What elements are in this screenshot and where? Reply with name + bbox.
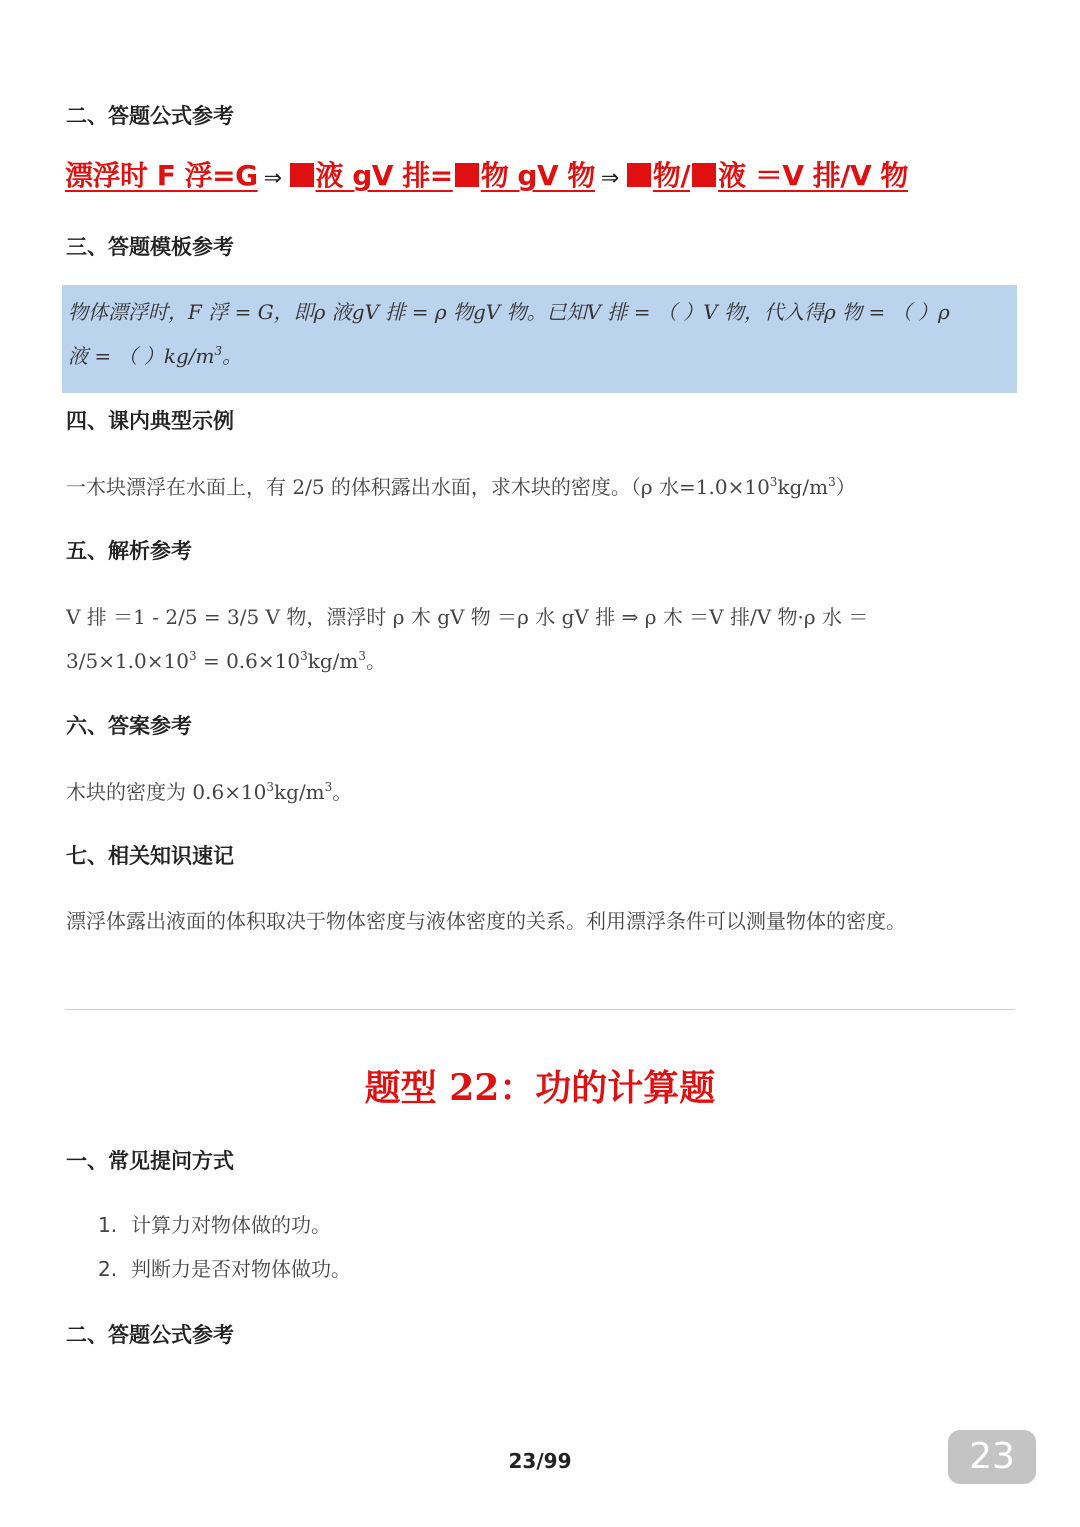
answer-text: [66, 781, 352, 802]
formula-part-1: 漂浮时 F 浮=G: [65, 159, 258, 192]
answer-text-b: kg/m: [274, 780, 325, 804]
list-text: 计算力对物体做的功。: [131, 1213, 331, 1237]
example-text-a: 一木块漂浮在水面上，有 2/5 的体积露出水面，求木块的密度。（ρ 水=1.0×10: [66, 475, 770, 499]
example-text-c: ）: [835, 475, 856, 499]
section-heading-formula-2: 二、答题公式参考: [66, 1323, 234, 1347]
superscript: 3: [358, 649, 367, 663]
section-heading-formula: 二、答题公式参考: [66, 104, 234, 128]
analysis-line-2: [66, 650, 386, 671]
template-box: [62, 285, 1017, 393]
formula-part-3a: 物/: [652, 159, 691, 192]
analysis-line-2-c: kg/m: [307, 649, 359, 673]
superscript: 3: [300, 649, 308, 663]
list-item: [98, 1259, 351, 1279]
template-line-2-end: 。: [222, 344, 243, 368]
rho-placeholder-box: [455, 163, 479, 187]
superscript: 3: [214, 344, 223, 358]
formula-part-3: [625, 159, 908, 192]
section-heading-questions: 一、常见提问方式: [66, 1149, 234, 1173]
arrow-icon: ⇒: [263, 166, 282, 191]
superscript: 3: [324, 780, 333, 794]
rho-placeholder-box: [692, 163, 716, 187]
formula-part-2b: 物 gV 物: [480, 159, 595, 192]
superscript: 3: [188, 649, 197, 663]
template-line-2: [68, 345, 242, 366]
analysis-line-2-a: 3/5×1.0×10: [66, 649, 189, 673]
list-text: 判断力是否对物体做功。: [131, 1257, 351, 1281]
superscript: 3: [266, 780, 275, 794]
rho-placeholder-box: [290, 163, 314, 187]
section-heading-answer: 六、答案参考: [66, 714, 192, 738]
answer-text-c: 。: [332, 780, 353, 804]
template-line-2-text: 液 = （ ）kg/m: [68, 344, 215, 368]
analysis-line-1: V 排 ＝1 - 2/5 = 3/5 V 物，漂浮时 ρ 木 gV 物 ＝ρ 水 gV 排 ⇒ ρ 木 ＝V 排/V 物·ρ 水 ＝: [66, 605, 869, 629]
knowledge-text: 漂浮体露出液面的体积取决于物体密度与液体密度的关系。利用漂浮条件可以测量物体的密度。: [66, 909, 906, 933]
analysis-line-2-d: 。: [366, 649, 387, 673]
section-heading-knowledge: 七、相关知识速记: [66, 844, 234, 868]
example-text-b: kg/m: [777, 475, 829, 499]
rho-placeholder-box: [627, 163, 651, 187]
answer-text-a: 木块的密度为 0.6×10: [66, 780, 267, 804]
formula-part-2a: 液 gV 排=: [315, 159, 453, 192]
list-number: 1.: [98, 1213, 118, 1237]
formula-part-2: [288, 159, 595, 192]
superscript: 3: [828, 475, 836, 489]
question-type-title: 题型 22：功的计算题: [364, 1067, 716, 1109]
list-number: 2.: [98, 1257, 118, 1281]
arrow-icon: ⇒: [600, 166, 619, 191]
analysis-line-2-b: = 0.6×10: [196, 649, 301, 673]
section-heading-analysis: 五、解析参考: [66, 539, 192, 563]
list-item: [98, 1215, 331, 1235]
formula-part-3b: 液 ＝V 排/V 物: [718, 159, 908, 192]
formula-line: [65, 159, 908, 192]
section-heading-template: 三、答题模板参考: [66, 235, 234, 259]
example-text: [66, 476, 856, 497]
section-divider: [65, 1009, 1015, 1010]
section-heading-example: 四、课内典型示例: [66, 409, 234, 433]
superscript: 3: [769, 475, 778, 489]
page-number: 23/99: [508, 1449, 572, 1473]
page-badge[interactable]: 23: [948, 1430, 1036, 1484]
template-line-1: 物体漂浮时，F 浮 = G，即ρ 液gV 排 = ρ 物gV 物。已知V 排 = （ ）V 物，代入得ρ 物 = （ ）ρ: [68, 300, 950, 324]
